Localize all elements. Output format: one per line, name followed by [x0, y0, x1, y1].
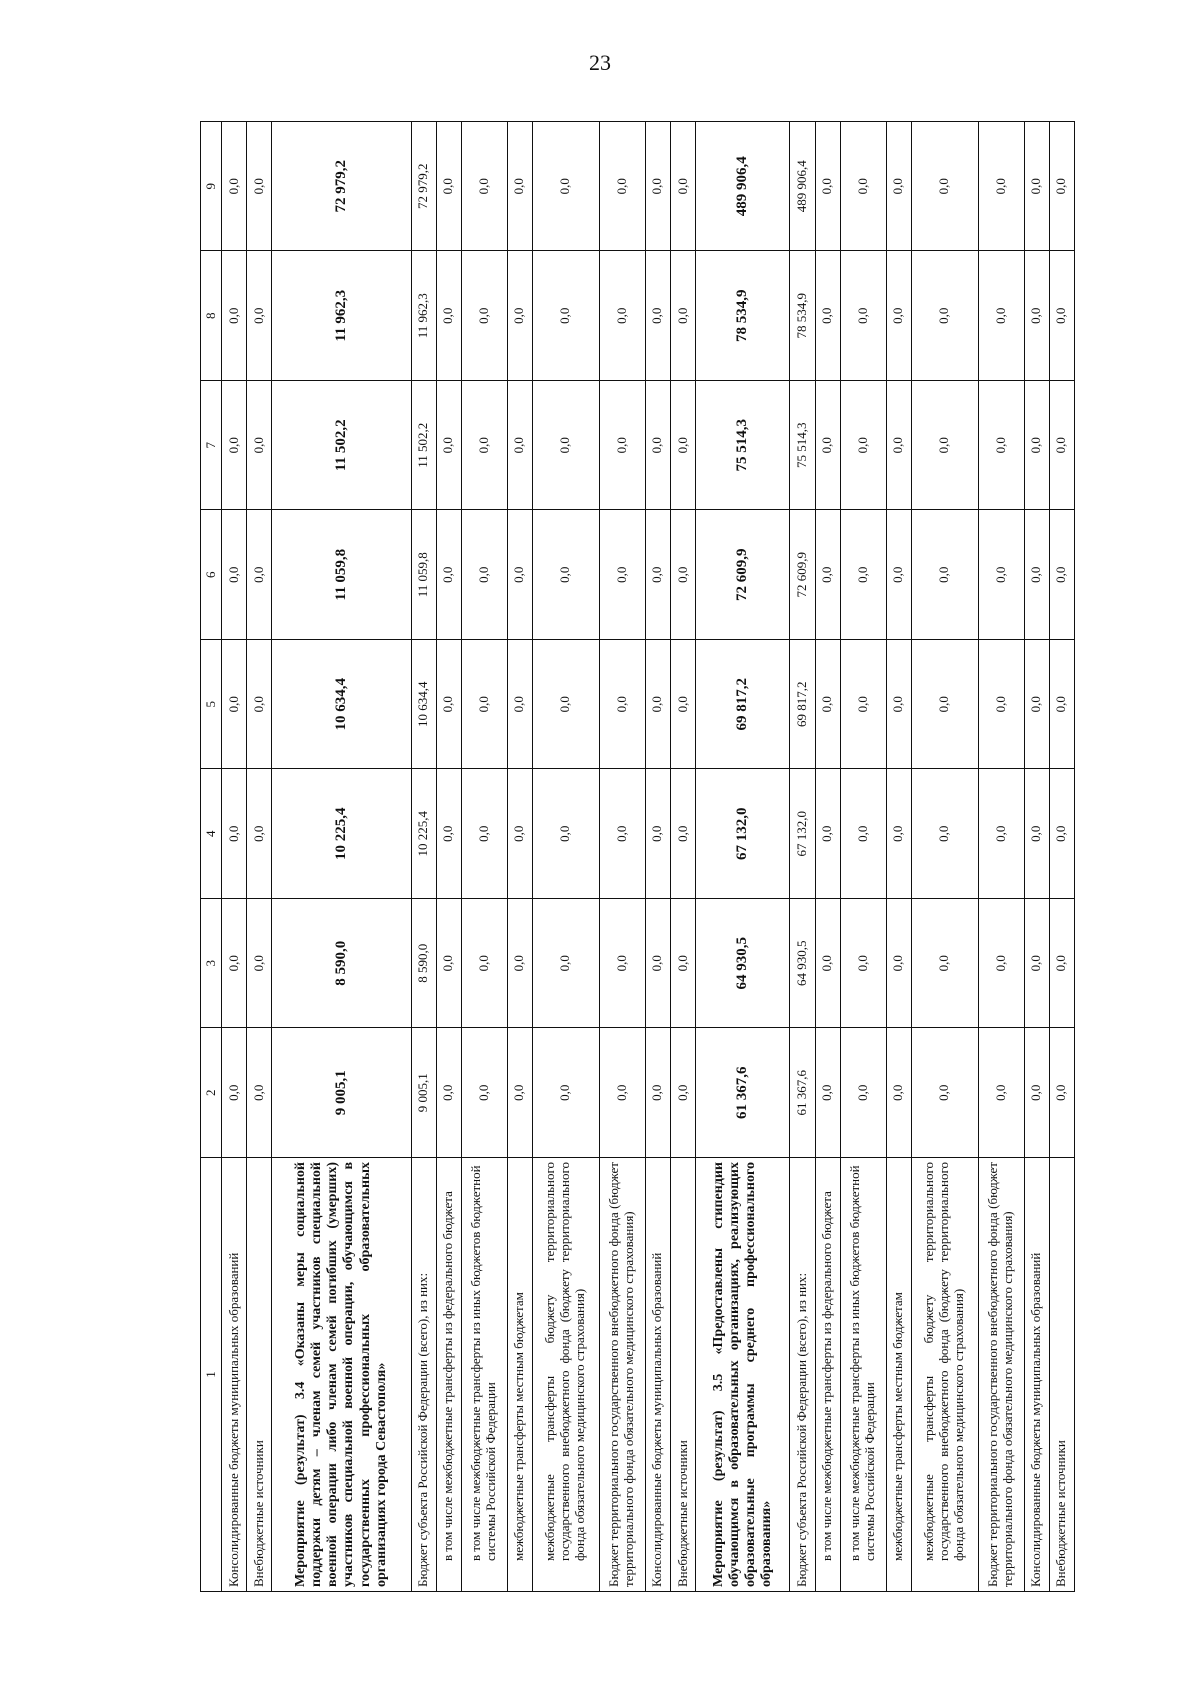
- row-value: 0,0: [532, 510, 599, 640]
- row-value: 0,0: [507, 122, 532, 252]
- row-value: 0,0: [507, 510, 532, 640]
- row-value: 0,0: [1049, 251, 1074, 381]
- row-value: 75 514,3: [696, 381, 790, 511]
- row-value: 0,0: [815, 122, 840, 252]
- row-value: 11 962,3: [272, 251, 411, 381]
- row-value: 0,0: [645, 122, 670, 252]
- row-value: 0,0: [436, 640, 461, 770]
- rotated-table-container: [200, 122, 1075, 1592]
- column-header: 1: [201, 1158, 222, 1592]
- table-row: [507, 122, 532, 1592]
- table-row: [886, 122, 911, 1592]
- row-value: 10 225,4: [411, 769, 436, 899]
- row-value: 0,0: [911, 122, 978, 252]
- table-row: [911, 122, 978, 1592]
- row-value: 0,0: [1049, 122, 1074, 252]
- row-value: 0,0: [222, 510, 247, 640]
- table-row: [532, 122, 599, 1592]
- row-value: 11 962,3: [411, 251, 436, 381]
- row-value: 0,0: [247, 640, 272, 770]
- table-row: [1024, 122, 1049, 1592]
- row-value: 11 502,2: [411, 381, 436, 511]
- row-value: 0,0: [645, 769, 670, 899]
- row-value: 0,0: [247, 899, 272, 1029]
- row-value: 75 514,3: [790, 381, 815, 511]
- row-value: 0,0: [670, 381, 695, 511]
- table-row: [247, 122, 272, 1592]
- row-value: 10 225,4: [272, 769, 411, 899]
- row-value: 72 979,2: [272, 122, 411, 252]
- row-value: 0,0: [670, 769, 695, 899]
- row-value: 0,0: [815, 510, 840, 640]
- row-value: 0,0: [507, 769, 532, 899]
- row-label: межбюджетные трансферты бюджету территориального государственного внебюджетного фонда (бюджету территориального фонда обязательного медицинского страхования): [532, 1158, 599, 1592]
- row-value: 8 590,0: [411, 899, 436, 1029]
- row-value: 0,0: [645, 899, 670, 1029]
- row-value: 0,0: [670, 510, 695, 640]
- row-label: в том числе межбюджетные трансферты из федерального бюджета: [436, 1158, 461, 1592]
- row-value: 0,0: [461, 640, 507, 770]
- row-label: Бюджет территориального государственного внебюджетного фонда (бюджет территориального фонда обязательного медицинского страхования): [599, 1158, 645, 1592]
- row-value: 0,0: [507, 251, 532, 381]
- column-header: 8: [201, 251, 222, 381]
- row-value: 0,0: [461, 381, 507, 511]
- row-value: 0,0: [815, 640, 840, 770]
- row-value: 0,0: [436, 251, 461, 381]
- row-value: 0,0: [840, 122, 886, 252]
- row-value: 0,0: [507, 640, 532, 770]
- row-value: 0,0: [1024, 251, 1049, 381]
- row-value: 0,0: [1049, 769, 1074, 899]
- row-value: 0,0: [461, 510, 507, 640]
- row-value: 0,0: [1024, 640, 1049, 770]
- row-value: 0,0: [1049, 640, 1074, 770]
- row-value: 0,0: [222, 251, 247, 381]
- row-label: в том числе межбюджетные трансферты из федерального бюджета: [815, 1158, 840, 1592]
- row-value: 0,0: [645, 251, 670, 381]
- table-row: [815, 122, 840, 1592]
- row-value: 61 367,6: [696, 1028, 790, 1158]
- row-value: 0,0: [222, 1028, 247, 1158]
- row-label: Консолидированные бюджеты муниципальных образований: [222, 1158, 247, 1592]
- row-label: Мероприятие (результат) 3.4 «Оказаны меры социальной поддержки детям – членам семей участников специальной военной операции либо членам семей погибших (умерших) участников специальной военной операции, обучающимся в государственных профессиональных образовательных организациях города Севастополя»: [272, 1158, 411, 1592]
- row-value: 0,0: [815, 381, 840, 511]
- row-value: 0,0: [461, 122, 507, 252]
- row-value: 0,0: [532, 899, 599, 1029]
- row-value: 0,0: [911, 899, 978, 1029]
- row-value: 0,0: [645, 510, 670, 640]
- row-value: 0,0: [532, 381, 599, 511]
- column-header: 9: [201, 122, 222, 252]
- row-value: 0,0: [1024, 381, 1049, 511]
- row-value: 0,0: [599, 381, 645, 511]
- row-value: 0,0: [978, 640, 1024, 770]
- row-value: 0,0: [670, 640, 695, 770]
- row-value: 0,0: [222, 899, 247, 1029]
- row-label: Внебюджетные источники: [247, 1158, 272, 1592]
- row-value: 11 059,8: [411, 510, 436, 640]
- row-value: 0,0: [507, 381, 532, 511]
- row-value: 0,0: [599, 251, 645, 381]
- row-label: Бюджет субъекта Российской Федерации (всего), из них:: [790, 1158, 815, 1592]
- table-row: [670, 122, 695, 1592]
- row-label: межбюджетные трансферты местным бюджетам: [886, 1158, 911, 1592]
- row-label: Внебюджетные источники: [1049, 1158, 1074, 1592]
- row-value: 0,0: [532, 122, 599, 252]
- row-value: 0,0: [978, 122, 1024, 252]
- row-value: 0,0: [436, 899, 461, 1029]
- row-value: 0,0: [461, 769, 507, 899]
- column-header: 2: [201, 1028, 222, 1158]
- row-label: Бюджет территориального государственного внебюджетного фонда (бюджет территориального фонда обязательного медицинского страхования): [978, 1158, 1024, 1592]
- row-value: 0,0: [645, 381, 670, 511]
- table-row: [696, 122, 790, 1592]
- row-value: 72 979,2: [411, 122, 436, 252]
- row-value: 0,0: [911, 769, 978, 899]
- row-value: 0,0: [436, 769, 461, 899]
- row-value: 9 005,1: [411, 1028, 436, 1158]
- row-value: 0,0: [911, 510, 978, 640]
- row-value: 0,0: [815, 251, 840, 381]
- row-value: 0,0: [436, 510, 461, 640]
- row-value: 0,0: [436, 122, 461, 252]
- row-value: 0,0: [840, 640, 886, 770]
- row-value: 0,0: [978, 381, 1024, 511]
- row-value: 0,0: [247, 251, 272, 381]
- row-value: 0,0: [886, 510, 911, 640]
- row-value: 0,0: [599, 122, 645, 252]
- column-header: 5: [201, 640, 222, 770]
- row-value: 0,0: [247, 1028, 272, 1158]
- row-value: 69 817,2: [696, 640, 790, 770]
- row-value: 0,0: [1024, 1028, 1049, 1158]
- row-value: 10 634,4: [411, 640, 436, 770]
- row-value: 10 634,4: [272, 640, 411, 770]
- column-header: 7: [201, 381, 222, 511]
- page-number: 23: [589, 50, 611, 75]
- table-row: [1049, 122, 1074, 1592]
- row-value: 0,0: [461, 899, 507, 1029]
- row-value: 64 930,5: [790, 899, 815, 1029]
- row-label: Мероприятие (результат) 3.5 «Предоставлены стипендии обучающимся в образовательных организациях, реализующих образовательные программы среднего профессионального образования»: [696, 1158, 790, 1592]
- row-label: в том числе межбюджетные трансферты из иных бюджетов бюджетной системы Российской Федерации: [840, 1158, 886, 1592]
- row-value: 0,0: [840, 1028, 886, 1158]
- table-header-row: [201, 122, 222, 1592]
- row-value: 0,0: [815, 769, 840, 899]
- row-value: 72 609,9: [790, 510, 815, 640]
- table-row: [436, 122, 461, 1592]
- row-value: 0,0: [840, 899, 886, 1029]
- row-value: 11 059,8: [272, 510, 411, 640]
- row-value: 9 005,1: [272, 1028, 411, 1158]
- row-label: Консолидированные бюджеты муниципальных образований: [645, 1158, 670, 1592]
- row-value: 0,0: [1049, 1028, 1074, 1158]
- row-value: 0,0: [461, 1028, 507, 1158]
- row-value: 0,0: [886, 899, 911, 1029]
- row-value: 0,0: [222, 769, 247, 899]
- table-row: [978, 122, 1024, 1592]
- row-value: 0,0: [815, 1028, 840, 1158]
- row-value: 0,0: [886, 251, 911, 381]
- row-value: 0,0: [222, 381, 247, 511]
- row-label: Бюджет субъекта Российской Федерации (всего), из них:: [411, 1158, 436, 1592]
- table-row: [790, 122, 815, 1592]
- row-value: 489 906,4: [790, 122, 815, 252]
- row-value: 0,0: [599, 1028, 645, 1158]
- row-value: 8 590,0: [272, 899, 411, 1029]
- row-value: 0,0: [461, 251, 507, 381]
- row-value: 0,0: [1049, 899, 1074, 1029]
- row-value: 0,0: [247, 769, 272, 899]
- row-value: 0,0: [911, 640, 978, 770]
- row-label: Внебюджетные источники: [670, 1158, 695, 1592]
- row-value: 0,0: [532, 1028, 599, 1158]
- column-header: 3: [201, 899, 222, 1029]
- row-value: 0,0: [599, 640, 645, 770]
- row-value: 78 534,9: [790, 251, 815, 381]
- row-value: 61 367,6: [790, 1028, 815, 1158]
- row-value: 0,0: [670, 122, 695, 252]
- row-value: 11 502,2: [272, 381, 411, 511]
- row-value: 0,0: [1024, 510, 1049, 640]
- row-value: 0,0: [532, 251, 599, 381]
- table-row: [645, 122, 670, 1592]
- row-value: 0,0: [978, 1028, 1024, 1158]
- row-value: 0,0: [532, 769, 599, 899]
- row-value: 64 930,5: [696, 899, 790, 1029]
- row-value: 0,0: [599, 510, 645, 640]
- row-value: 72 609,9: [696, 510, 790, 640]
- row-value: 0,0: [247, 122, 272, 252]
- row-value: 0,0: [840, 510, 886, 640]
- row-label: межбюджетные трансферты местным бюджетам: [507, 1158, 532, 1592]
- row-label: в том числе межбюджетные трансферты из иных бюджетов бюджетной системы Российской Федерации: [461, 1158, 507, 1592]
- row-value: 0,0: [507, 1028, 532, 1158]
- table-row: [599, 122, 645, 1592]
- row-value: 69 817,2: [790, 640, 815, 770]
- row-value: 0,0: [886, 122, 911, 252]
- row-value: 0,0: [670, 1028, 695, 1158]
- row-label: Консолидированные бюджеты муниципальных образований: [1024, 1158, 1049, 1592]
- row-value: 0,0: [978, 769, 1024, 899]
- table-row: [411, 122, 436, 1592]
- row-value: 78 534,9: [696, 251, 790, 381]
- row-value: 0,0: [247, 381, 272, 511]
- row-value: 0,0: [840, 381, 886, 511]
- row-value: 0,0: [978, 510, 1024, 640]
- table-row: [461, 122, 507, 1592]
- table-row: [272, 122, 411, 1592]
- budget-table: [200, 121, 1075, 1592]
- row-value: 0,0: [1049, 510, 1074, 640]
- column-header: 4: [201, 769, 222, 899]
- row-value: 0,0: [436, 381, 461, 511]
- table-row: [222, 122, 247, 1592]
- row-value: 0,0: [670, 899, 695, 1029]
- column-header: 6: [201, 510, 222, 640]
- row-value: 0,0: [599, 769, 645, 899]
- row-value: 0,0: [222, 640, 247, 770]
- row-value: 0,0: [978, 251, 1024, 381]
- row-value: 0,0: [886, 1028, 911, 1158]
- table-body: [222, 122, 1075, 1592]
- row-value: 0,0: [1049, 381, 1074, 511]
- row-value: 489 906,4: [696, 122, 790, 252]
- row-value: 0,0: [1024, 122, 1049, 252]
- row-value: 0,0: [911, 381, 978, 511]
- row-value: 0,0: [911, 1028, 978, 1158]
- row-value: 0,0: [670, 251, 695, 381]
- row-value: 0,0: [507, 899, 532, 1029]
- row-value: 0,0: [840, 769, 886, 899]
- row-value: 67 132,0: [790, 769, 815, 899]
- row-value: 0,0: [886, 640, 911, 770]
- row-value: 0,0: [645, 640, 670, 770]
- row-value: 0,0: [222, 122, 247, 252]
- row-value: 67 132,0: [696, 769, 790, 899]
- row-value: 0,0: [532, 640, 599, 770]
- row-value: 0,0: [978, 899, 1024, 1029]
- row-value: 0,0: [815, 899, 840, 1029]
- row-value: 0,0: [1024, 899, 1049, 1029]
- row-value: 0,0: [599, 899, 645, 1029]
- row-value: 0,0: [645, 1028, 670, 1158]
- row-value: 0,0: [911, 251, 978, 381]
- row-value: 0,0: [247, 510, 272, 640]
- row-value: 0,0: [886, 769, 911, 899]
- table-row: [840, 122, 886, 1592]
- row-value: 0,0: [840, 251, 886, 381]
- row-value: 0,0: [436, 1028, 461, 1158]
- row-value: 0,0: [1024, 769, 1049, 899]
- row-value: 0,0: [886, 381, 911, 511]
- row-label: межбюджетные трансферты бюджету территориального государственного внебюджетного фонда (бюджету территориального фонда обязательного медицинского страхования): [911, 1158, 978, 1592]
